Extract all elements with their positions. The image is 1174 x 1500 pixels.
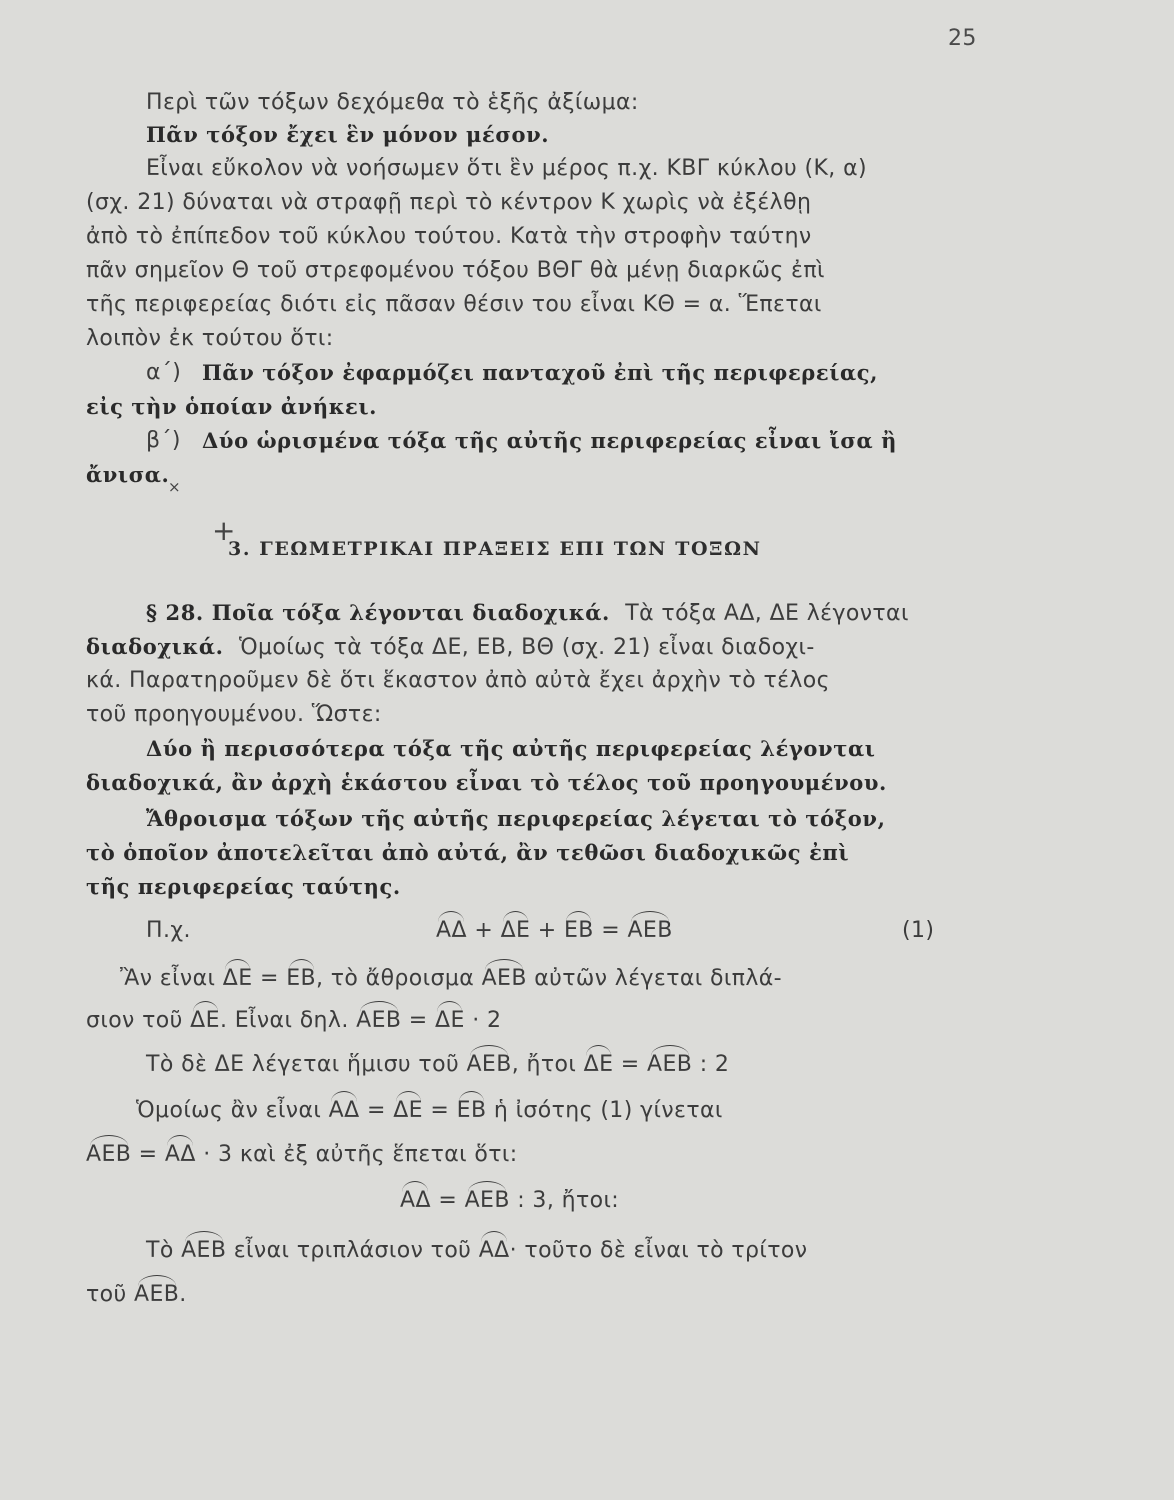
arc-de: ΔΕ: [223, 964, 253, 994]
equals-sign: =: [138, 1142, 158, 1167]
text-span: σιον τοῦ: [86, 1008, 183, 1033]
pencil-cross-mark: +: [212, 514, 236, 547]
definition-line: Δύο ἢ περισσότερα τόξα τῆς αὐτῆς περιφερείας λέγονται: [146, 736, 876, 761]
text-line: πᾶν σημεῖον Θ τοῦ στρεφομένου τόξου ΒΘΓ θὰ μένῃ διαρκῶς ἐπὶ: [86, 258, 825, 283]
math-line: [120, 964, 782, 994]
section-heading: 3. ΓΕΩΜΕΤΡΙΚΑΙ ΠΡΑΞΕΙΣ ΕΠΙ ΤΩΝ ΤΟΞΩΝ: [228, 538, 762, 560]
arc-aeb: ΑΕΒ: [134, 1280, 179, 1310]
text-span: · τοῦτο δὲ εἶναι τὸ τρίτον: [509, 1238, 808, 1263]
math-line: [146, 1236, 807, 1266]
definition-line: τὸ ὁποῖον ἀποτελεῖται ἀπὸ αὐτά, ἂν τεθῶσι διαδοχικῶς ἐπὶ: [86, 840, 850, 865]
arc-aeb: ΑΕΒ: [627, 916, 672, 946]
text-span: : 3, ἤτοι:: [517, 1188, 620, 1213]
text-line: (σχ. 21) δύναται νὰ στραφῇ περὶ τὸ κέντρον Κ χωρὶς νὰ ἐξέλθῃ: [86, 190, 812, 215]
math-line: [136, 1096, 723, 1126]
equation-number: (1): [902, 918, 935, 943]
definition-line: Ἄθροισμα τόξων τῆς αὐτῆς περιφερείας λέγεται τὸ τόξον,: [146, 806, 886, 831]
arc-aeb: ΑΕΒ: [647, 1050, 692, 1080]
paragraph-line: [86, 632, 815, 663]
arc-ad: ΑΔ: [165, 1140, 196, 1170]
example-label: Π.χ.: [146, 918, 191, 943]
term-bold: διαδοχικά.: [86, 634, 224, 659]
arc-ad: ΑΔ: [479, 1236, 510, 1266]
text-span: Ὁμοίως τὰ τόξα ΔΕ, ΕΒ, ΒΘ (σχ. 21) εἶναι διαδοχι-: [238, 635, 815, 660]
arc-de: ΔΕ: [501, 916, 531, 946]
text-span: Τὸ δὲ ΔΕ λέγεται ἥμισυ τοῦ: [146, 1052, 460, 1077]
text-span: εἶναι τριπλάσιον τοῦ: [233, 1238, 472, 1263]
text-span: Ἂν εἶναι: [120, 966, 216, 991]
text-line: Περὶ τῶν τόξων δεχόμεθα τὸ ἑξῆς ἀξίωμα:: [146, 90, 639, 115]
arc-aeb: ΑΕΒ: [465, 1186, 510, 1216]
text-span: .: [179, 1282, 187, 1307]
text-line: τοῦ προηγουμένου. Ὥστε:: [86, 702, 382, 727]
text-span: Τὸ: [146, 1238, 174, 1263]
rule-line: Πᾶν τόξον ἐφαρμόζει πανταχοῦ ἐπὶ τῆς περιφερείας,: [202, 360, 879, 385]
math-line: [146, 1050, 729, 1080]
arc-aeb: ΑΕΒ: [466, 1050, 511, 1080]
arc-ad: ΑΔ: [436, 916, 467, 946]
text-span: . Εἶναι δηλ.: [219, 1008, 349, 1033]
arc-eb: ΕΒ: [286, 964, 316, 994]
item-label: α΄): [146, 360, 182, 385]
equals-sign: =: [620, 1052, 640, 1077]
text-span: : 2: [699, 1052, 730, 1077]
rule-line: ἄνισα.: [86, 462, 170, 487]
arc-aeb: ΑΕΒ: [356, 1006, 401, 1036]
text-line: κά. Παρατηροῦμεν δὲ ὅτι ἕκαστον ἀπὸ αὐτὰ ἔχει ἀρχὴν τὸ τέλος: [86, 668, 830, 693]
text-span: Ὁμοίως ἂν εἶναι: [136, 1098, 322, 1123]
definition-line: τῆς περιφερείας ταύτης.: [86, 874, 401, 899]
math-line: [86, 1280, 187, 1310]
math-line: [400, 1186, 619, 1216]
paragraph-line: [146, 598, 909, 629]
math-line: [86, 1006, 501, 1036]
arc-aeb: ΑΕΒ: [86, 1140, 131, 1170]
equals-sign: =: [408, 1008, 428, 1033]
section-title: § 28. Ποῖα τόξα λέγονται διαδοχικά.: [146, 600, 610, 625]
text-span: Τὰ τόξα ΑΔ, ΔΕ λέγονται: [625, 601, 909, 626]
page-number: 25: [948, 26, 977, 51]
equals-sign: =: [438, 1188, 458, 1213]
arc-eb: ΕΒ: [564, 916, 594, 946]
plus-sign: +: [537, 918, 557, 943]
arc-ad: ΑΔ: [400, 1186, 431, 1216]
plus-sign: +: [474, 918, 494, 943]
text-line: ἀπὸ τὸ ἐπίπεδον τοῦ κύκλου τούτου. Κατὰ τὴν στροφὴν ταύτην: [86, 224, 812, 249]
definition-line: διαδοχικά, ἂν ἀρχὴ ἑκάστου εἶναι τὸ τέλος τοῦ προηγουμένου.: [86, 770, 887, 795]
text-span: ἡ ἰσότης (1) γίνεται: [493, 1098, 723, 1123]
rule-line: εἰς τὴν ὁποίαν ἀνήκει.: [86, 394, 378, 419]
math-line: [86, 1140, 518, 1170]
arc-eb: ΕΒ: [457, 1096, 487, 1126]
equals-sign: =: [366, 1098, 386, 1123]
text-span: · 3: [203, 1142, 233, 1167]
arc-de: ΔΕ: [435, 1006, 465, 1036]
text-span: καὶ ἐξ αὐτῆς ἕπεται ὅτι:: [239, 1142, 518, 1167]
text-span: αὐτῶν λέγεται διπλά-: [534, 966, 783, 991]
text-line: τῆς περιφερείας διότι εἰς πᾶσαν θέσιν του εἶναι ΚΘ = α. Ἕπεται: [86, 292, 822, 317]
equals-sign: =: [430, 1098, 450, 1123]
arc-ad: ΑΔ: [329, 1096, 360, 1126]
text-span: , τὸ ἄθροισμα: [315, 966, 475, 991]
rule-line: Δύο ὡρισμένα τόξα τῆς αὐτῆς περιφερείας εἶναι ἴσα ἢ: [202, 428, 898, 453]
equals-sign: =: [259, 966, 279, 991]
arc-aeb: ΑΕΒ: [181, 1236, 226, 1266]
equals-sign: =: [601, 918, 621, 943]
text-span: , ἤτοι: [511, 1052, 577, 1077]
arc-de: ΔΕ: [393, 1096, 423, 1126]
arc-de: ΔΕ: [190, 1006, 220, 1036]
text-line: λοιπὸν ἐκ τούτου ὅτι:: [86, 326, 334, 351]
item-label: β΄): [146, 428, 181, 453]
equation-1: [436, 916, 673, 946]
text-line: Εἶναι εὔκολον νὰ νοήσωμεν ὅτι ἓν μέρος π.χ. ΚΒΓ κύκλου (Κ, α): [146, 156, 867, 181]
axiom-line: Πᾶν τόξον ἔχει ἓν μόνον μέσον.: [146, 122, 550, 147]
arc-aeb: ΑΕΒ: [482, 964, 527, 994]
text-span: τοῦ: [86, 1282, 127, 1307]
text-span: · 2: [472, 1008, 502, 1033]
pencil-x-mark: ×: [168, 478, 181, 496]
arc-de: ΔΕ: [584, 1050, 614, 1080]
